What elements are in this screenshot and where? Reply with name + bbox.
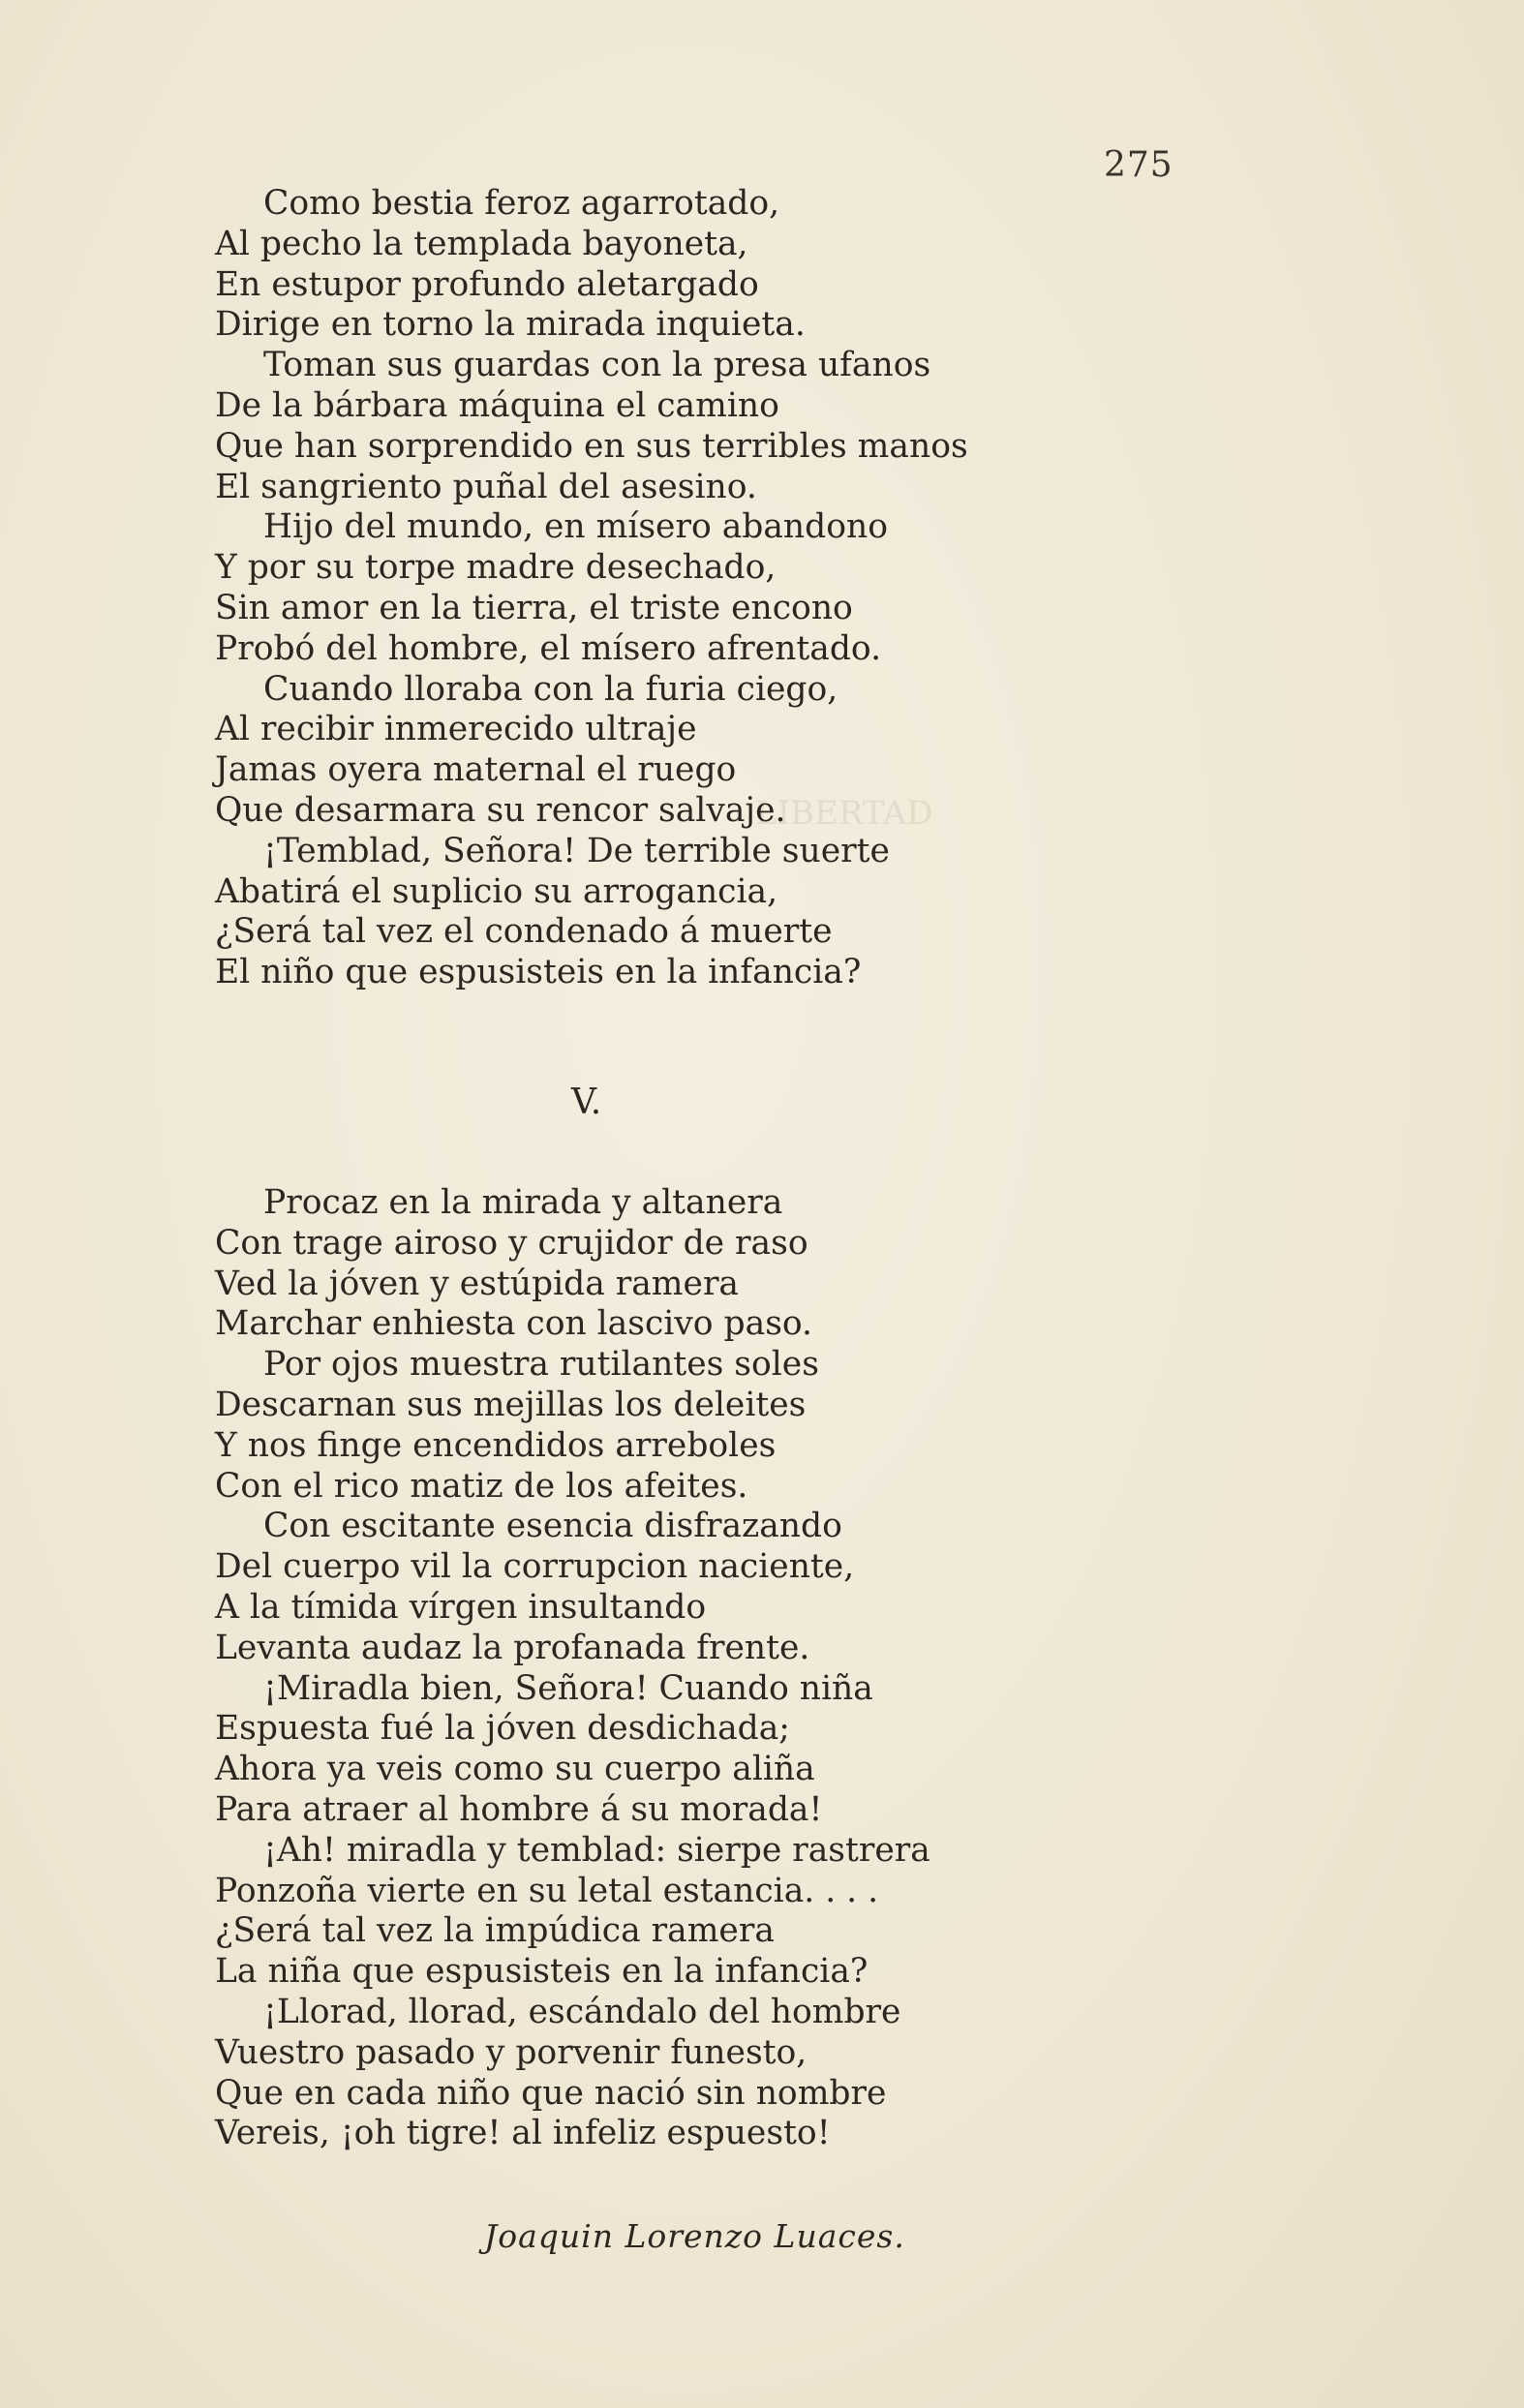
poem-line: Probó del hombre, el mísero afrentado. bbox=[215, 628, 882, 668]
poem-section-four bbox=[215, 184, 1183, 993]
poem-line: Que en cada niño que nació sin nombre bbox=[215, 2073, 887, 2113]
poem-line: Con el rico matiz de los afeites. bbox=[215, 1466, 748, 1506]
poem-line: El niño que espusisteis en la infancia? bbox=[215, 953, 862, 992]
poem-line: Y nos finge encendidos arreboles bbox=[215, 1425, 777, 1465]
author-signature: Joaquin Lorenzo Luaces. bbox=[484, 2217, 905, 2255]
poem-line: Por ojos muestra rutilantes soles bbox=[263, 1345, 819, 1385]
poem-line: Que desarmara su rencor salvaje. bbox=[215, 790, 786, 830]
poem-line: Ahora ya veis como su cuerpo aliña bbox=[215, 1750, 815, 1789]
poem-line: Abatirá el suplicio su arrogancia, bbox=[215, 871, 778, 911]
poem-line: ¿Será tal vez el condenado á muerte bbox=[215, 912, 833, 952]
poem-line: De la bárbara máquina el camino bbox=[215, 385, 779, 425]
poem-line: Como bestia feroz agarrotado, bbox=[263, 184, 780, 223]
poem-line: Del cuerpo vil la corrupcion naciente, bbox=[215, 1547, 855, 1587]
poem-line: Para atraer al hombre á su morada! bbox=[215, 1789, 823, 1829]
poem-line: Vuestro pasado y porvenir funesto, bbox=[215, 2032, 808, 2072]
poem-line: El sangriento puñal del asesino. bbox=[215, 467, 757, 506]
poem-line: Jamas oyera maternal el ruego bbox=[215, 750, 737, 790]
poem-line: Espuesta fué la jóven desdichada; bbox=[215, 1709, 790, 1749]
poem-line: Con escitante esencia disfrazando bbox=[263, 1507, 842, 1546]
poem-line: Levanta audaz la profanada frente. bbox=[215, 1628, 810, 1667]
poem-line: Hijo del mundo, en mísero abandono bbox=[263, 507, 888, 547]
poem-line: ¿Será tal vez la impúdica ramera bbox=[215, 1911, 775, 1951]
poem-line: ¡Llorad, llorad, escándalo del hombre bbox=[263, 1992, 901, 2031]
poem-line: ¡Temblad, Señora! De terrible suerte bbox=[263, 831, 890, 870]
poem-line: En estupor profundo aletargado bbox=[215, 264, 759, 304]
poem-line: Descarnan sus mejillas los deleites bbox=[215, 1385, 807, 1424]
poem-line: A la tímida vírgen insultando bbox=[215, 1587, 707, 1627]
page-number: 275 bbox=[1104, 145, 1173, 185]
poem-line: Procaz en la mirada y altanera bbox=[263, 1183, 783, 1222]
poem-line: Ved la jóven y estúpida ramera bbox=[215, 1264, 739, 1303]
poem-line: La niña que espusisteis en la infancia? bbox=[215, 1952, 869, 1992]
poem-line: Marchar enhiesta con lascivo paso. bbox=[215, 1304, 813, 1344]
bleed-through-text: LIBERTAD bbox=[755, 794, 933, 833]
poem-line: Dirige en torno la mirada inquieta. bbox=[215, 305, 806, 345]
poem-line: Cuando lloraba con la furia ciego, bbox=[263, 669, 838, 709]
poem-line: Con trage airoso y crujidor de raso bbox=[215, 1223, 808, 1263]
poem-line: Que han sorprendido en sus terribles manos bbox=[215, 426, 968, 466]
poem-line: Sin amor en la tierra, el triste encono bbox=[215, 588, 853, 627]
poem-line: Al pecho la templada bayoneta, bbox=[215, 224, 748, 263]
poem-line: ¡Ah! miradla y temblad: sierpe rastrera bbox=[263, 1830, 930, 1870]
poem-line: ¡Miradla bien, Señora! Cuando niña bbox=[263, 1668, 873, 1708]
poem-section-five bbox=[215, 1183, 1183, 2154]
section-heading: V. bbox=[571, 1082, 602, 1122]
poem-line: Vereis, ¡oh tigre! al infeliz espuesto! bbox=[215, 2114, 831, 2153]
poem-line: Ponzoña vierte en su letal estancia. . . . bbox=[215, 1871, 879, 1910]
poem-line: Y por su torpe madre desechado, bbox=[215, 548, 777, 588]
poem-line: Toman sus guardas con la presa ufanos bbox=[263, 346, 931, 385]
poem-line: Al recibir inmerecido ultraje bbox=[215, 710, 697, 749]
